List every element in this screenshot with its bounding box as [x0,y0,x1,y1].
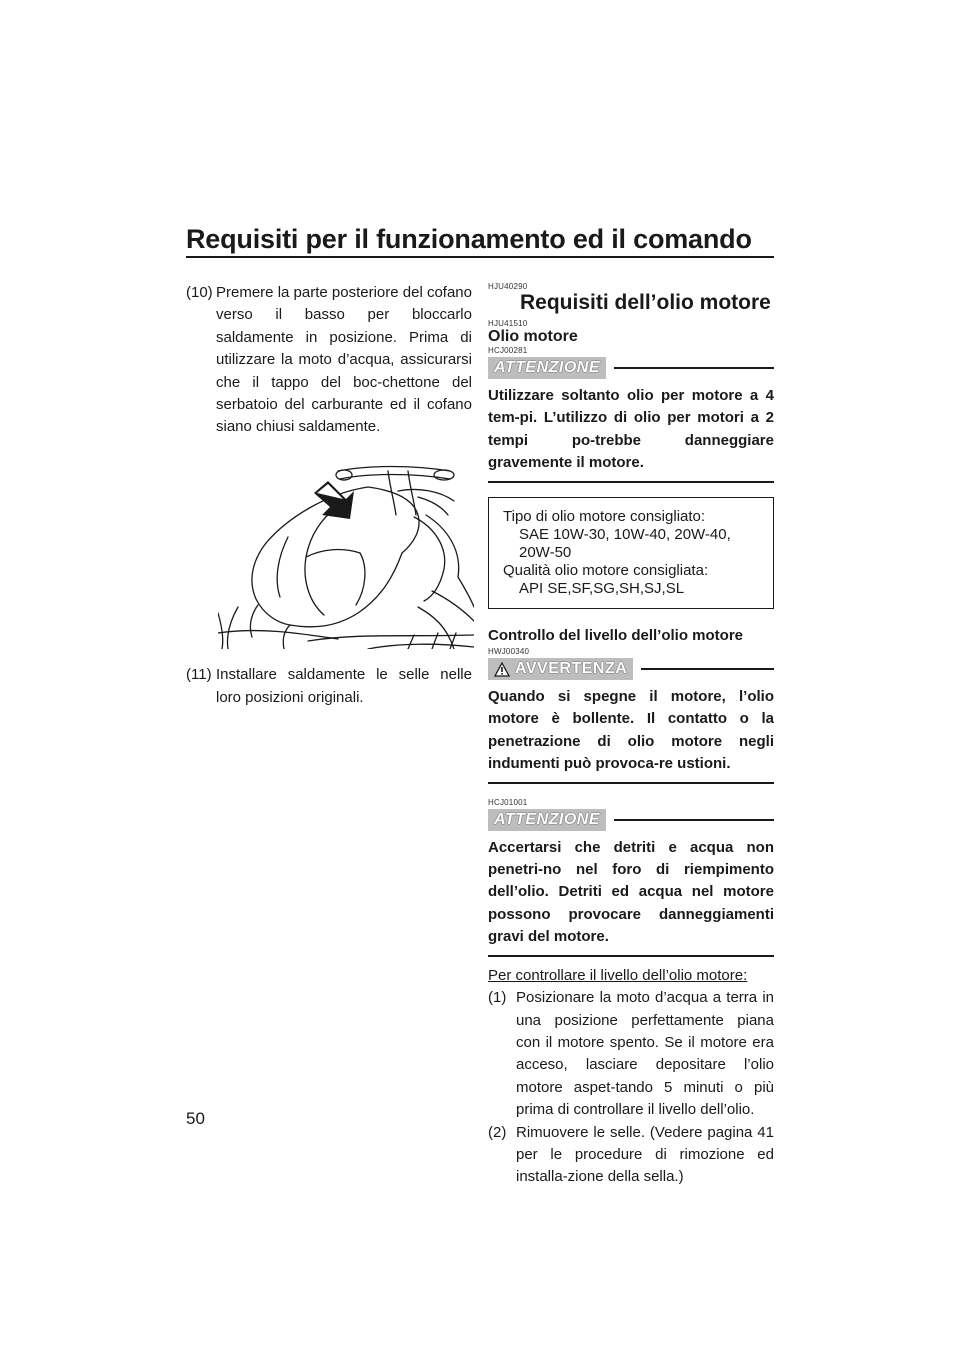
warning-end-rule [488,782,774,784]
subsection-code: HJU41510 [488,319,528,328]
spec-oil-quality-label: Qualità olio motore consigliata: [503,561,709,579]
step-number: (11) [186,666,212,684]
caution-end-rule [488,481,774,483]
caution-text-2: Accertarsi che detriti e acqua non penetri-no nel foro di riempimento dell’olio. Detriti ed acqua nel motore possono provocare danneggiamenti gravi del motore. [488,838,774,946]
spec-oil-type-value: SAE 10W-30, 10W-40, 20W-40, 20W-50 [519,525,731,561]
step-number: (1) [488,989,507,1007]
step-1 [488,987,774,1121]
step-10 [186,282,472,439]
caution-header-2 [488,809,774,831]
step-text: Posizionare la moto d’acqua a terra in una posizione perfettamente piana con il motore spento. Se il motore era acceso, lasciare depositare l’olio motore aspet-tando 5 minuti o più prima di controllare il livello dell’olio. [516,989,774,1119]
step-text: Premere la parte posteriore del cofano verso il basso per bloccarlo saldamente in posizione. Prima di utilizzare la moto d’acqua, assicurarsi che il tappo del boc-chettone del serbatoio del carburante ed il cofano siano chiusi saldamente. [216,284,472,436]
procedure-title: Per controllare il livello dell’olio motore: [488,966,748,984]
caution-header [488,357,774,379]
caution-code-2: HCJ01001 [488,797,528,807]
step-number: (10) [186,284,213,301]
caution-label-2: ATTENZIONE [488,809,606,831]
caution-label: ATTENZIONE [488,357,606,379]
warning-triangle-icon [494,662,510,677]
warning-rule [641,668,774,670]
subsection-title: Olio motore [488,328,578,345]
step-2 [488,1122,774,1189]
caution-code: HCJ00281 [488,346,528,355]
oil-spec-box [488,497,774,609]
step-text: Rimuovere le selle. (Vedere pagina 41 per le procedure di rimozione ed installa-zione della sella.) [516,1123,774,1186]
right-column [488,282,774,1189]
warning-label-box [488,658,633,680]
warning-header [488,658,774,680]
step-11 [186,664,472,709]
warning-text: Quando si spegne il motore, l’olio motore è bollente. Il contatto o la penetrazione di olio motore negli indumenti può provoca-re ustioni. [488,688,774,773]
warning-code: HWJ00340 [488,647,530,657]
section-title: Requisiti dell’olio motore [520,291,771,314]
page-number: 50 [186,1109,205,1128]
caution-rule [614,367,774,369]
jet-ski-hood-illustration [218,457,474,649]
title-rule [186,256,774,258]
warning-label: AVVERTENZA [515,660,628,678]
section-code: HJU40290 [488,282,528,291]
caution-text: Utilizzare soltanto olio per motore a 4 tem-pi. L’utilizzo di olio per motori a 2 tempi po-trebbe danneggiare gravemente il motore. [488,387,774,472]
caution-rule-2 [614,819,774,821]
step-number: (2) [488,1123,507,1141]
check-title: Controllo del livello dell’olio motore [488,626,744,644]
spec-oil-quality-value: API SE,SF,SG,SH,SJ,SL [519,579,685,597]
left-column [186,282,472,709]
step-text: Installare saldamente le selle nelle loro posizioni originali. [216,666,472,706]
caution-end-rule-2 [488,955,774,957]
spec-oil-type-label: Tipo di olio motore consigliato: [503,507,706,525]
page-title: Requisiti per il funzionamento ed il comando [186,224,752,254]
